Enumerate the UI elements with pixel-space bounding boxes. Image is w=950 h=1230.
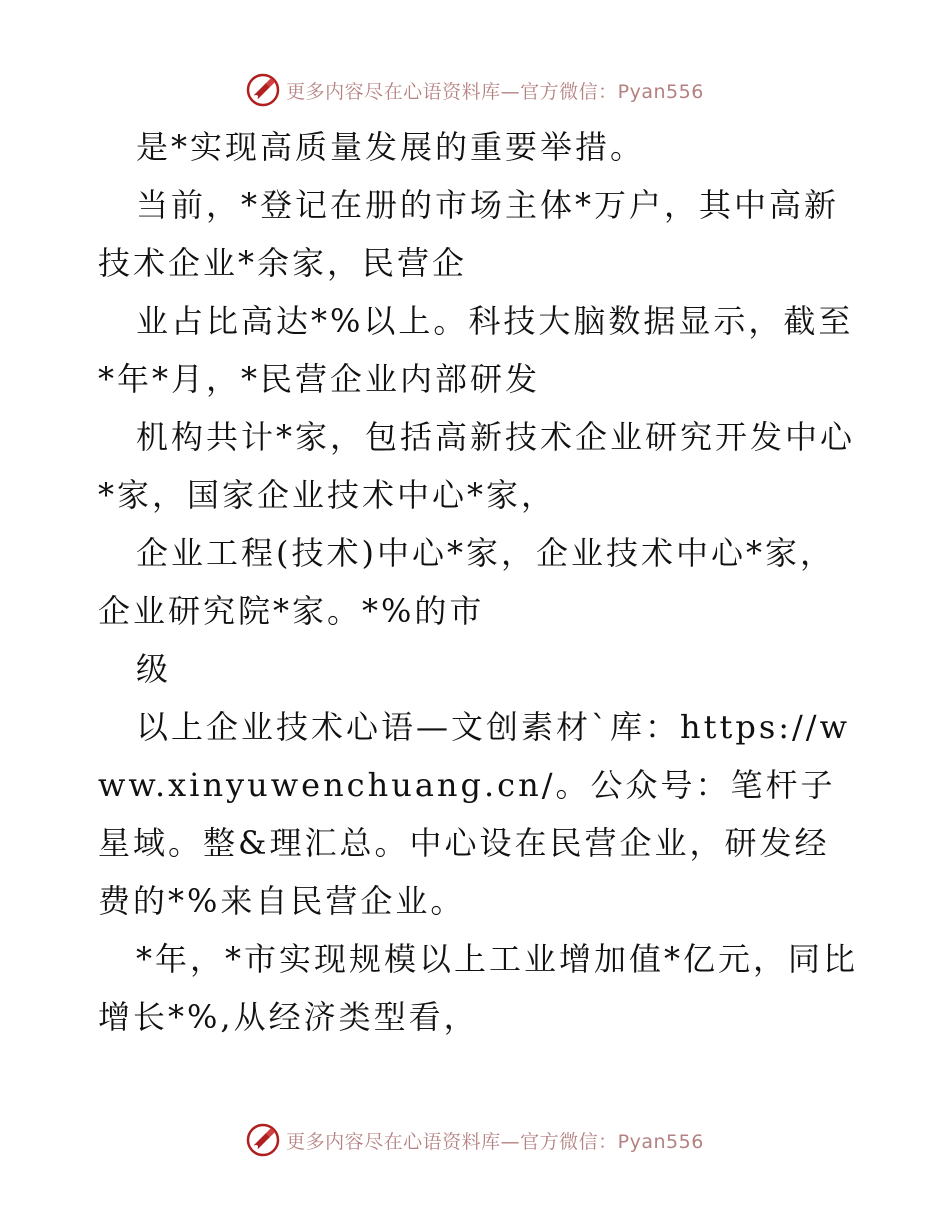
paragraph: 业占比高达*%以上。科技大脑数据显示，截至*年*月，*民营企业内部研发 <box>98 302 854 398</box>
paragraph: 是*实现高质量发展的重要举措。 <box>136 128 646 166</box>
paragraph: 当前，*登记在册的市场主体*万户，其中高新技术企业*余家，民营企 <box>98 186 840 282</box>
paragraph: *年，*市实现规模以上工业增加值*亿元，同比增长*%,从经济类型看， <box>98 940 859 1036</box>
pen-nib-logo-icon <box>246 73 280 107</box>
paragraph: 企业工程(技术)中心*家，企业技术中心*家，企业研究院*家。*%的市 <box>98 534 835 630</box>
document-body <box>98 118 858 1046</box>
header-banner-text: 更多内容尽在心语资料库—官方微信：Pyan556 <box>286 80 704 103</box>
pen-nib-logo-icon <box>246 1123 280 1157</box>
paragraph: 以上企业技术心语—文创素材`库：https://www.xinyuwenchuang.cn/。公众号：笔杆子星域。整&理汇总。中心设在民营企业，研发经费的*%来自民营企业。 <box>98 708 850 920</box>
paragraph: 级 <box>136 650 172 688</box>
paragraph: 机构共计*家，包括高新技术企业研究开发中心*家，国家企业技术中心*家， <box>98 418 856 514</box>
footer-banner-text: 更多内容尽在心语资料库—官方微信：Pyan556 <box>286 1130 704 1153</box>
footer-watermark-banner <box>0 1120 950 1160</box>
header-watermark-banner <box>0 70 950 110</box>
